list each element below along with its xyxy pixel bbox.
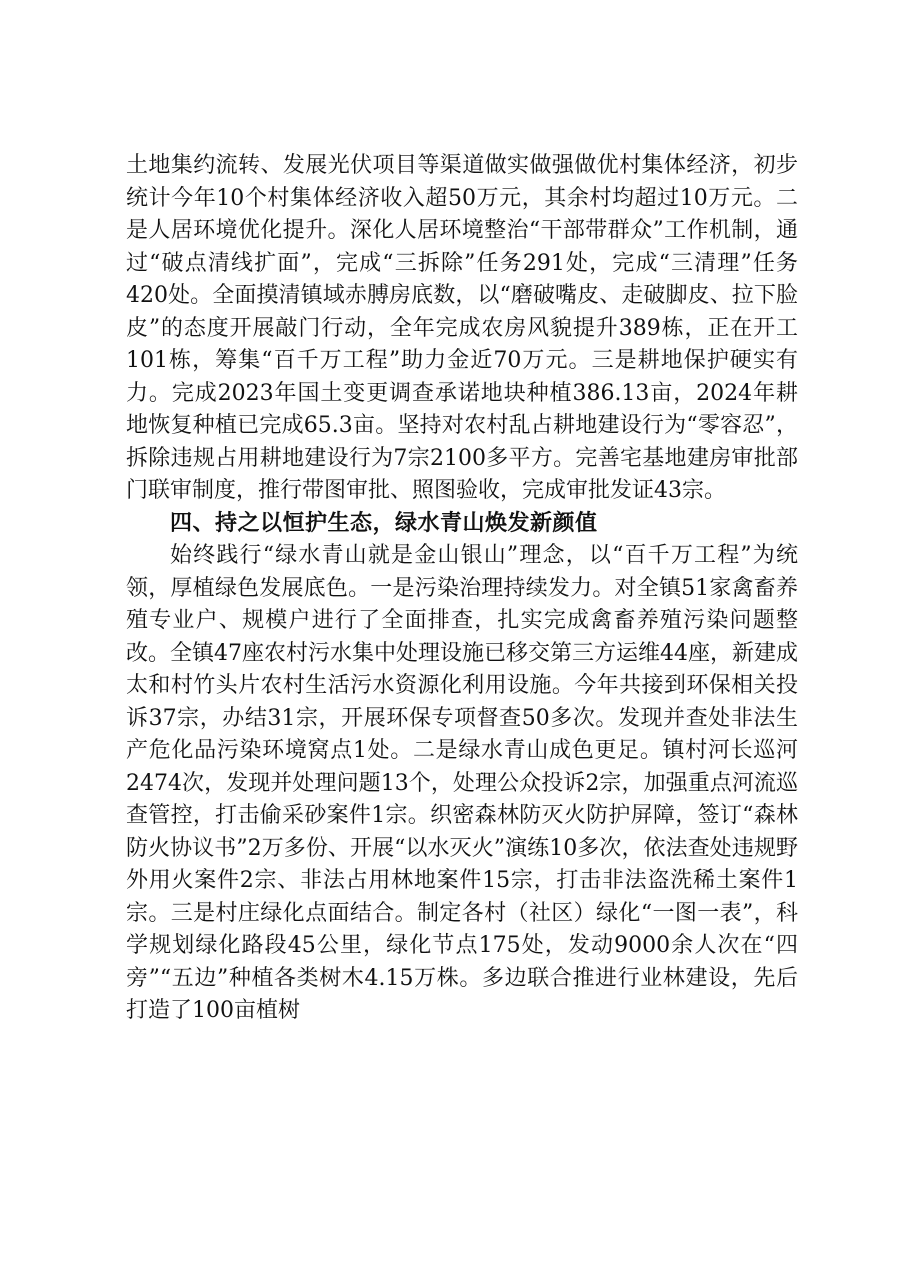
continued-paragraph: 土地集约流转、发展光伏项目等渠道做实做强做优村集体经济，初步统计今年10个村集体经济收入超50万元，其余村均超过10万元。二是人居环境优化提升。深化人居环境整治“干部带群众”工作机制，通过“破点清线扩面”，完成“三拆除”任务291处，完成“三清理”任务420处。全面摸清镇域赤膊房底数，以“磨破嘴皮、走破脚皮、拉下脸皮”的态度开展敲门行动，全年完成农房风貌提升389栋，正在开工101栋，筹集“百千万工程”助力金近70万元。三是耕地保护硬实有力。完成2023年国土变更调查承诺地块种植386.13亩，2024年耕地恢复种植已完成65.3亩。坚持对农村乱占耕地建设行为“零容忍”，拆除违规占用耕地建设行为7宗2100多平方。完善宅基地建房审批部门联审制度，推行带图审批、照图验收，完成审批发证43宗。 [126,153,799,503]
document-body [126,150,798,1028]
section-paragraph: 始终践行“绿水青山就是金山银山”理念，以“百千万工程”为统领，厚植绿色发展底色。一是污染治理持续发力。对全镇51家禽畜养殖专业户、规模户进行了全面排查，扎实完成禽畜养殖污染问题整改。全镇47座农村污水集中处理设施已移交第三方运维44座，新建成太和村竹头片农村生活污水资源化利用设施。今年共接到环保相关投诉37宗，办结31宗，开展环保专项督查50多次。发现并查处非法生产危化品污染环境窝点1处。二是绿水青山成色更足。镇村河长巡河2474次，发现并处理问题13个，处理公众投诉2宗，加强重点河流巡查管控，打击偷采砂案件1宗。织密森林防灭火防护屏障，签订“森林防火协议书”2万多份、开展“以水灭火”演练10多次，依法查处违规野外用火案件2宗、非法占用林地案件15宗，打击非法盗洗稀土案件1宗。三是村庄绿化点面结合。制定各村（社区）绿化“一图一表”，科学规划绿化路段45公里，绿化节点175处，发动9000余人次在“四旁”“五边”种植各类树木4.15万株。多边联合推进行业林建设，先后打造了100亩植树 [126,543,798,1023]
section-heading: 四、持之以恒护生态，绿水青山焕发新颜值 [170,510,598,536]
